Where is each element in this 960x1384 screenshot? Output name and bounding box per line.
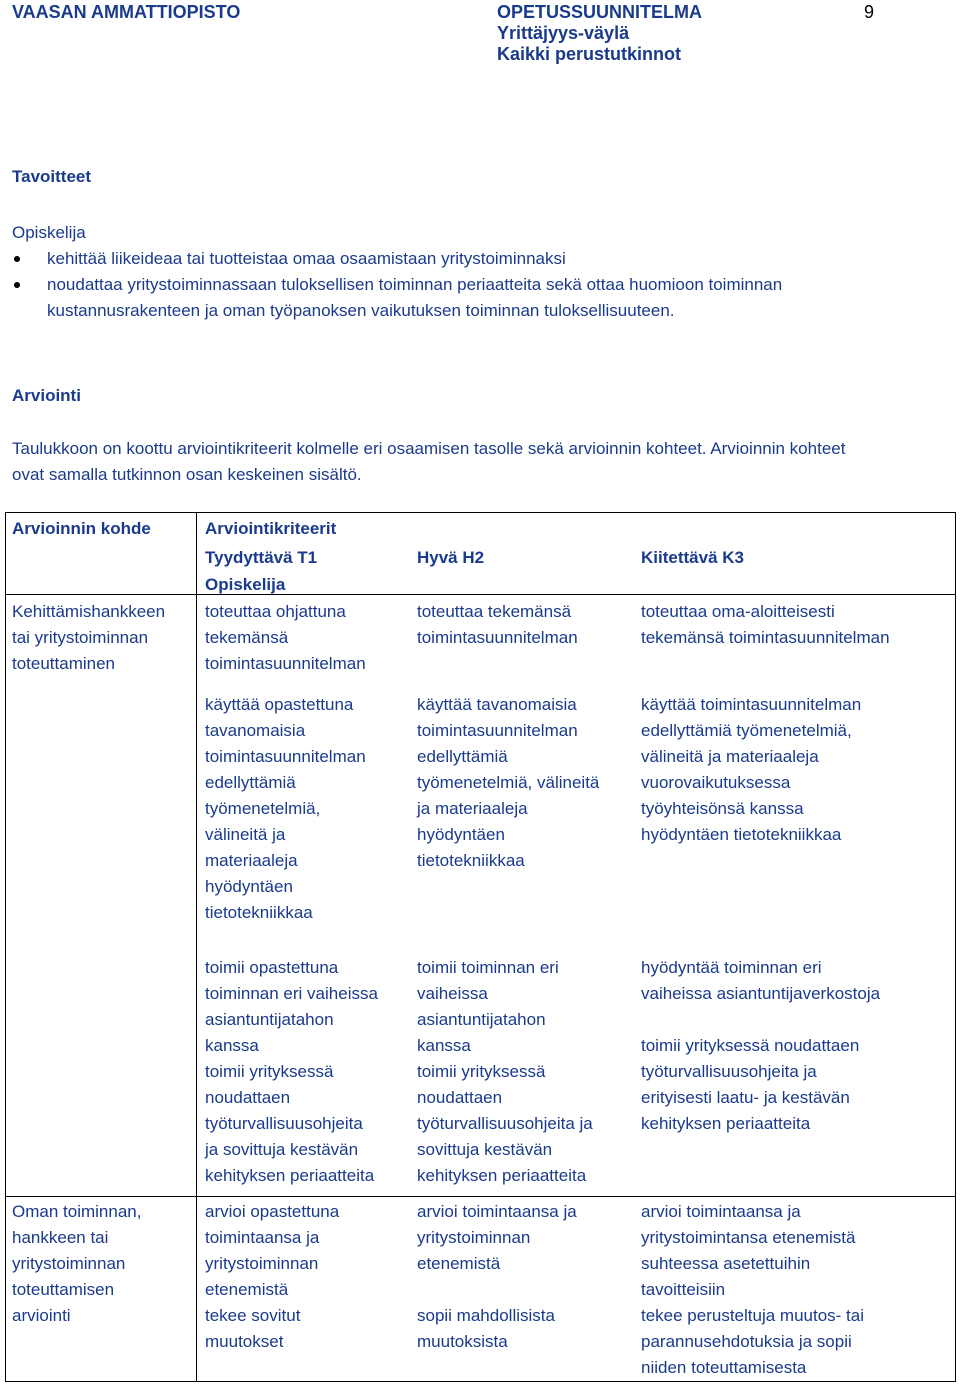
criteria-t1-cell: toimii opastettuna toiminnan eri vaiheissa asiantuntijatahon kanssa toimii yrityksessä noudattaen työturvallisuusohjeita ja sovittuja kestävän kehityksen periaatteita — [205, 958, 378, 1185]
document-title: OPETUSSUUNNITELMA — [497, 2, 703, 22]
criteria-t1-cell: käyttää opastettuna tavanomaisia toimintasuunnitelman edellyttämiä työmenetelmiä, välineitä ja materiaaleja hyödyntäen tietotekniikkaa — [205, 695, 366, 922]
criteria-t1-cell: toteuttaa ohjattuna tekemänsä toimintasuunnitelman — [205, 602, 366, 673]
arviointi-text-line2: ovat samalla tutkinnon osan keskeinen sisältö. — [12, 465, 362, 484]
column-header-kohde: Arvioinnin kohde — [12, 519, 151, 538]
page-number: 9 — [864, 2, 875, 22]
table-border-top — [5, 512, 956, 513]
tavoite-item: noudattaa yritystoiminnassaan tuloksellisen toiminnan periaatteita sekä ottaa huomioon toiminnan — [47, 275, 783, 294]
tavoitteet-heading: Tavoitteet — [12, 167, 92, 186]
level-k3-header: Kiitettävä K3 — [641, 548, 744, 567]
column-header-kriteerit: Arviointikriteerit — [205, 519, 337, 538]
opiskelija-label: Opiskelija — [205, 575, 286, 594]
bullet-icon — [14, 282, 20, 288]
kohde-cell: Kehittämishankkeen tai yritystoiminnan toteuttaminen — [12, 602, 166, 673]
criteria-k3-cell: arvioi toimintaansa ja yritystoimintansa etenemistä suhteessa asetettuihin tavoitteisiin tekee perusteltuja muutos- tai parannusehdotuksia ja sopii niiden toteuttamisesta — [641, 1202, 865, 1377]
level-h2-header: Hyvä H2 — [417, 548, 485, 567]
table-border-bottom — [5, 1381, 956, 1382]
criteria-h2-cell: toteuttaa tekemänsä toimintasuunnitelman — [417, 602, 578, 647]
table-row-divider — [5, 1196, 956, 1197]
tavoite-item-continuation: kustannusrakenteen ja oman työpanoksen vaikutuksen toiminnan tuloksellisuuteen. — [47, 301, 675, 320]
tavoitteet-intro: Opiskelija — [12, 223, 86, 242]
document-subtitle-2: Kaikki perustutkinnot — [497, 44, 682, 64]
arviointi-heading: Arviointi — [12, 386, 81, 405]
table-border-right — [955, 512, 956, 1382]
kohde-cell: Oman toiminnan, hankkeen tai yritystoiminnan toteuttamisen arviointi — [12, 1202, 142, 1325]
criteria-h2-cell: arvioi toimintaansa ja yritystoiminnan etenemistä sopii mahdollisista muutoksista — [417, 1202, 577, 1351]
criteria-k3-cell: toteuttaa oma-aloitteisesti tekemänsä toimintasuunnitelman — [641, 602, 890, 647]
criteria-h2-cell: käyttää tavanomaisia toimintasuunnitelman edellyttämiä työmenetelmiä, välineitä ja materiaaleja hyödyntäen tietotekniikkaa — [417, 695, 600, 870]
school-name: VAASAN AMMATTIOPISTO — [12, 2, 241, 22]
criteria-k3-cell: käyttää toimintasuunnitelman edellyttämiä työmenetelmiä, välineitä ja materiaaleja vuorovaikutuksessa työyhteisönsä kanssa hyödyntäen tietotekniikkaa — [641, 695, 862, 844]
level-t1-header: Tyydyttävä T1 — [205, 548, 318, 567]
arviointi-text-line1: Taulukkoon on koottu arviointikriteerit kolmelle eri osaamisen tasolle sekä arvioinnin kohteet. Arvioinnin kohteet — [12, 439, 846, 458]
tavoite-item: kehittää liikeideaa tai tuotteistaa omaa osaamistaan yritystoiminnaksi — [47, 249, 566, 268]
criteria-t1-cell: arvioi opastettuna toimintaansa ja yritystoiminnan etenemistä tekee sovitut muutokset — [205, 1202, 340, 1351]
table-column-divider — [196, 512, 197, 1382]
document-subtitle-1: Yrittäjyys-väylä — [497, 23, 630, 43]
table-border-left — [5, 512, 6, 1382]
bullet-icon — [14, 256, 20, 262]
criteria-k3-cell: hyödyntää toiminnan eri vaiheissa asiantuntijaverkostoja toimii yrityksessä noudattaen työturvallisuusohjeita ja erityisesti laatu- ja kestävän kehityksen periaatteita — [641, 958, 881, 1133]
criteria-h2-cell: toimii toiminnan eri vaiheissa asiantuntijatahon kanssa toimii yrityksessä noudattaen työturvallisuusohjeita ja sovittuja kestävän kehityksen periaatteita — [417, 958, 593, 1185]
table-header-divider — [5, 594, 956, 595]
